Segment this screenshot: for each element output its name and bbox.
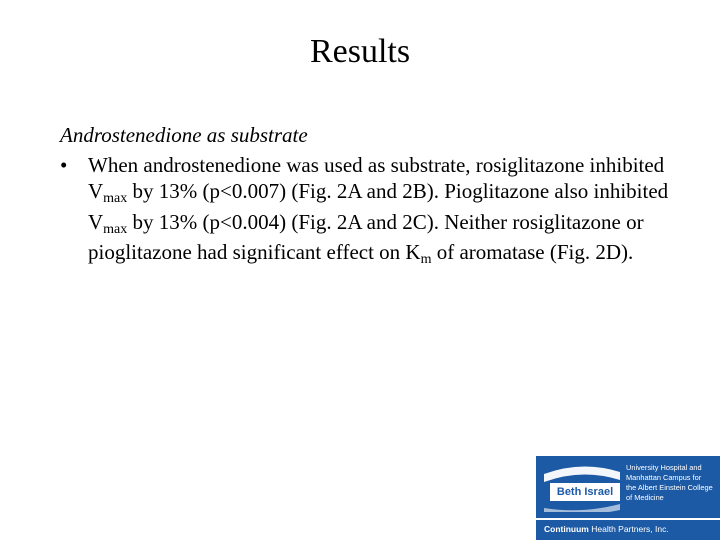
subscript-m: m [420, 252, 432, 267]
logo-divider [536, 518, 720, 520]
subheading: Androstenedione as substrate [60, 123, 308, 147]
logo-affiliation [626, 463, 718, 503]
bullet-text-1: When androstenedione was used as substrate, rosiglitazone inhibited V [88, 152, 665, 203]
slide-title: Results [309, 33, 411, 70]
logo-name: Beth Israel [550, 483, 620, 501]
subscript-max-1: max [103, 191, 128, 206]
affiliation-line: Manhattan Campus for [626, 473, 702, 482]
subscript-max-2: max [103, 221, 128, 237]
partners-rest: Health Partners, Inc. [588, 524, 669, 534]
affiliation-line: the Albert Einstein College [626, 483, 713, 492]
slide-body [60, 122, 680, 270]
logo-partners [544, 521, 720, 537]
bullet-text-4: of aromatase (Fig. 2D). [431, 240, 634, 264]
bullet-text-2: by 13% (p<0.007) (Fig. 2A and 2B). Pioglitazone also inhibited V [88, 179, 669, 234]
affiliation-line: of Medicine [626, 493, 664, 502]
bullet-item [60, 152, 680, 270]
logo-band [536, 456, 720, 518]
affiliation-line: University Hospital and [626, 463, 702, 472]
bullet-text-3: by 13% (p<0.004) (Fig. 2A and 2C). Neither rosiglitazone or pioglitazone had significant effect on K [88, 209, 644, 264]
bullet-mark: • [60, 152, 68, 177]
partners-bold: Continuum [544, 524, 589, 534]
beth-israel-logo [536, 456, 720, 540]
